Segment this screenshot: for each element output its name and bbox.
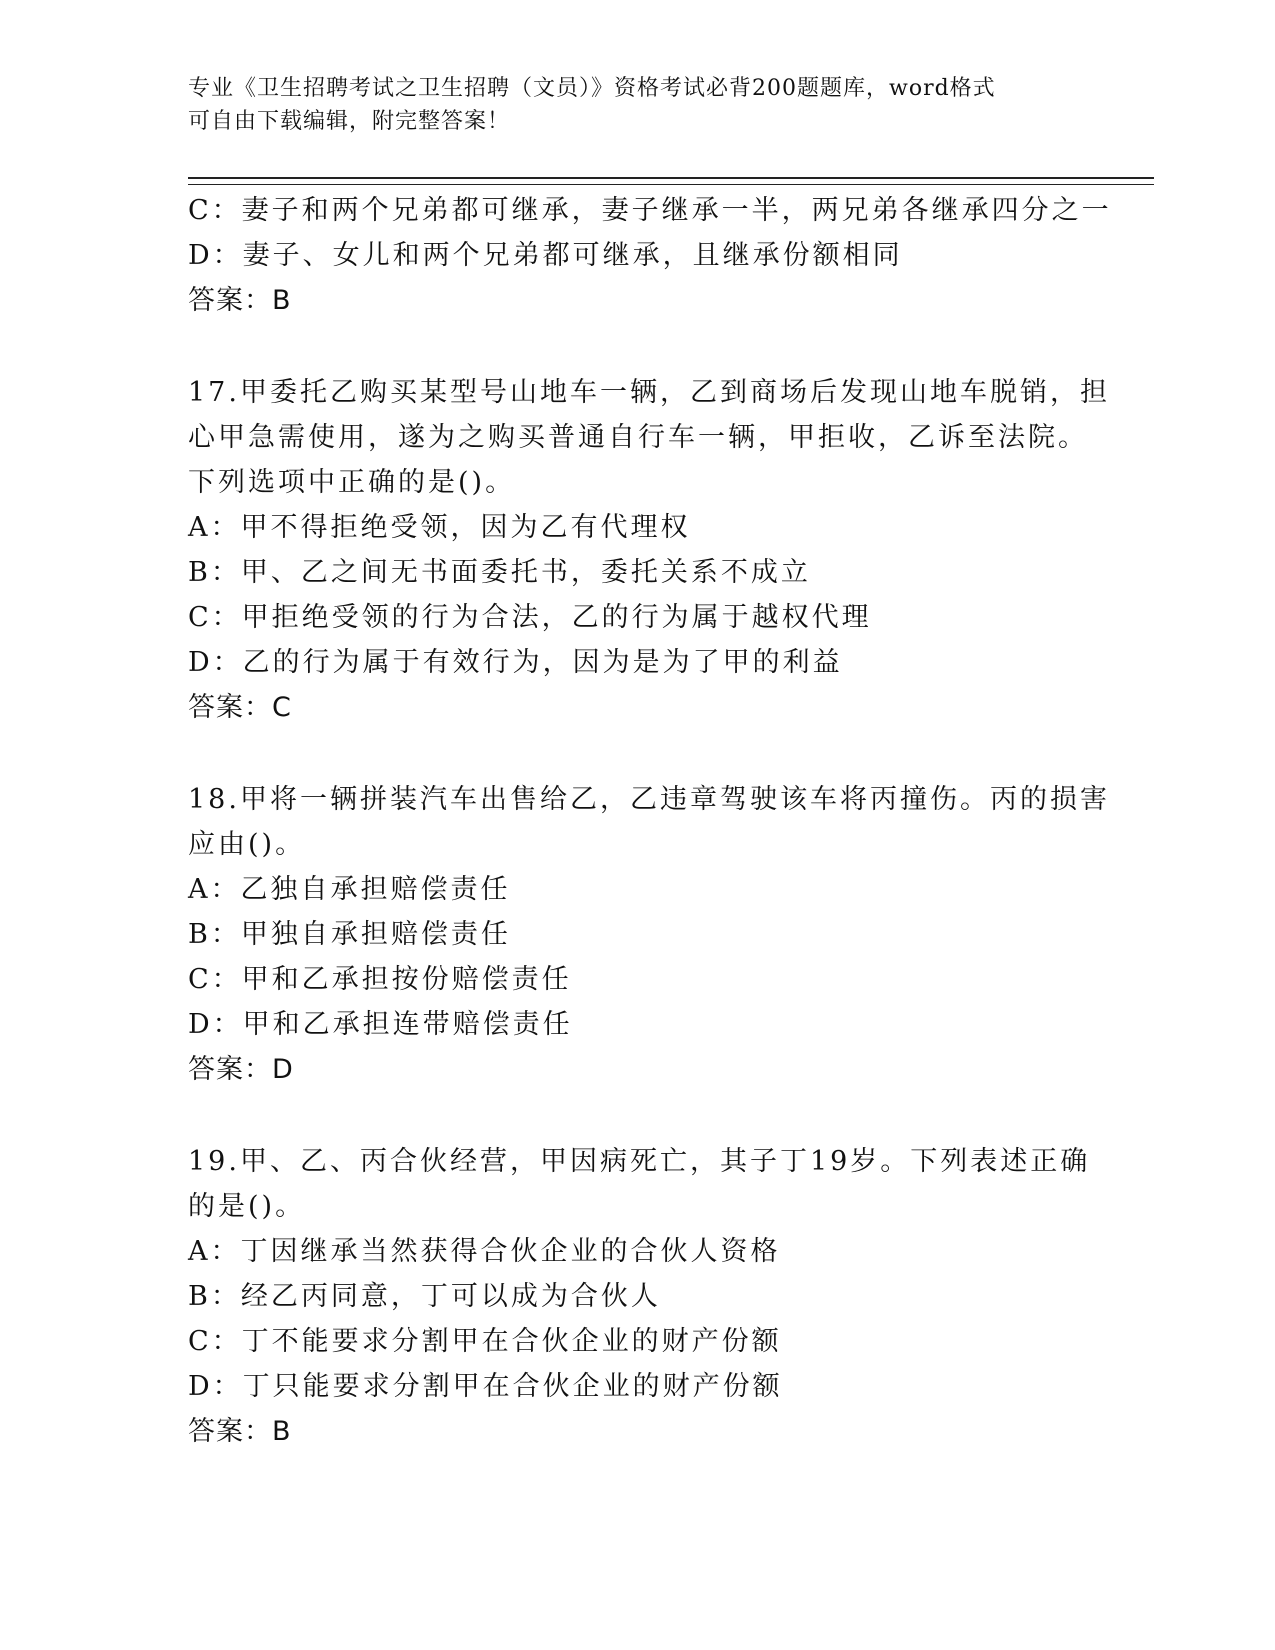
- header-title-line-2: 可自由下载编辑，附完整答案！: [188, 109, 511, 134]
- option-d: D：妻子、女儿和两个兄弟都可继承，且继承份额相同: [188, 240, 903, 271]
- question-17-option-d: D：乙的行为属于有效行为，因为是为了甲的利益: [188, 647, 843, 678]
- spacer: [188, 1092, 1088, 1139]
- question-17-line-3: 下列选项中正确的是()。: [188, 467, 516, 498]
- question-17-answer: 答案：C: [188, 692, 292, 723]
- question-17-option-b: B：甲、乙之间无书面委托书，委托关系不成立: [188, 557, 811, 588]
- question-18-option-a: A：乙独自承担赔偿责任: [188, 874, 511, 905]
- question-17-option-c: C：甲拒绝受领的行为合法，乙的行为属于越权代理: [188, 602, 872, 633]
- question-18-answer: 答案：D: [188, 1054, 294, 1085]
- question-19-option-a: A：丁因继承当然获得合伙企业的合伙人资格: [188, 1236, 781, 1267]
- question-content: [188, 188, 1112, 1454]
- question-17-option-a: A：甲不得拒绝受领，因为乙有代理权: [188, 512, 691, 543]
- spacer: [188, 323, 1088, 370]
- question-19-option-d: D：丁只能要求分割甲在合伙企业的财产份额: [188, 1371, 783, 1402]
- question-18-block: [188, 777, 1110, 1092]
- question-18-option-d: D：甲和乙承担连带赔偿责任: [188, 1009, 573, 1040]
- document-header: [188, 72, 1068, 138]
- header-title-line-1: 专业《卫生招聘考试之卫生招聘（文员）》资格考试必背200题题库，word格式: [188, 76, 996, 101]
- answer-text: 答案：B: [188, 285, 292, 316]
- spacer: [188, 730, 1088, 777]
- question-17-line-2: 心甲急需使用，遂为之购买普通自行车一辆，甲拒收，乙诉至法院。: [188, 422, 1088, 453]
- question-19-block: [188, 1139, 1091, 1454]
- question-19-option-b: B：经乙丙同意，丁可以成为合伙人: [188, 1281, 661, 1312]
- question-19-line-2: 的是()。: [188, 1191, 306, 1222]
- option-c: C：妻子和两个兄弟都可继承，妻子继承一半，两兄弟各继承四分之一: [188, 195, 1112, 226]
- continued-question-block: [188, 188, 1112, 323]
- question-18-option-b: B：甲独自承担赔偿责任: [188, 919, 511, 950]
- question-18-line-1: 18.甲将一辆拼装汽车出售给乙，乙违章驾驶该车将丙撞伤。丙的损害: [188, 784, 1110, 815]
- question-17-line-1: 17.甲委托乙购买某型号山地车一辆，乙到商场后发现山地车脱销，担: [188, 377, 1110, 408]
- question-17-block: [188, 370, 1110, 730]
- question-18-line-2: 应由()。: [188, 829, 306, 860]
- question-19-line-1: 19.甲、乙、丙合伙经营，甲因病死亡，其子丁19岁。下列表述正确: [188, 1146, 1091, 1177]
- question-19-option-c: C：丁不能要求分割甲在合伙企业的财产份额: [188, 1326, 782, 1357]
- header-divider: [188, 177, 1154, 185]
- question-19-answer: 答案：B: [188, 1416, 292, 1447]
- question-18-option-c: C：甲和乙承担按份赔偿责任: [188, 964, 572, 995]
